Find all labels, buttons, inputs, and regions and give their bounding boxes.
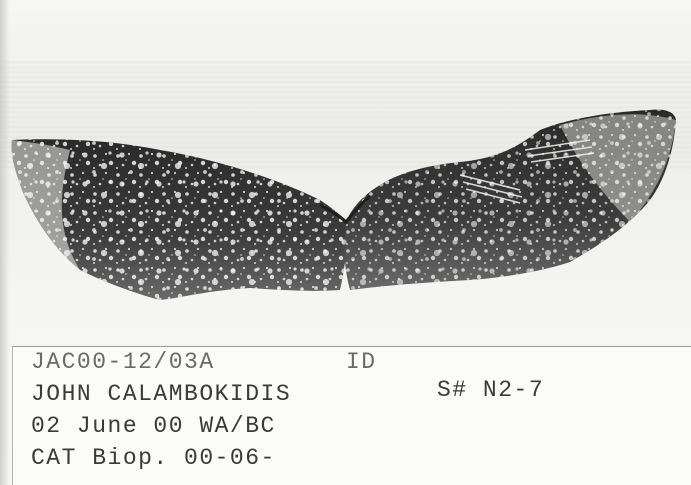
photographer-name: JOHN CALAMBOKIDIS <box>31 381 292 407</box>
catalog-biopsy-ref: CAT Biop. 00-06- <box>31 445 276 471</box>
photo-date-location: 02 June 00 WA/BC <box>31 413 276 439</box>
sample-number: S# N2-7 <box>437 377 545 403</box>
photo-label-card <box>12 346 691 485</box>
id-tag: ID <box>346 349 377 375</box>
photo-id-number: JAC00-12/03A <box>31 349 215 375</box>
